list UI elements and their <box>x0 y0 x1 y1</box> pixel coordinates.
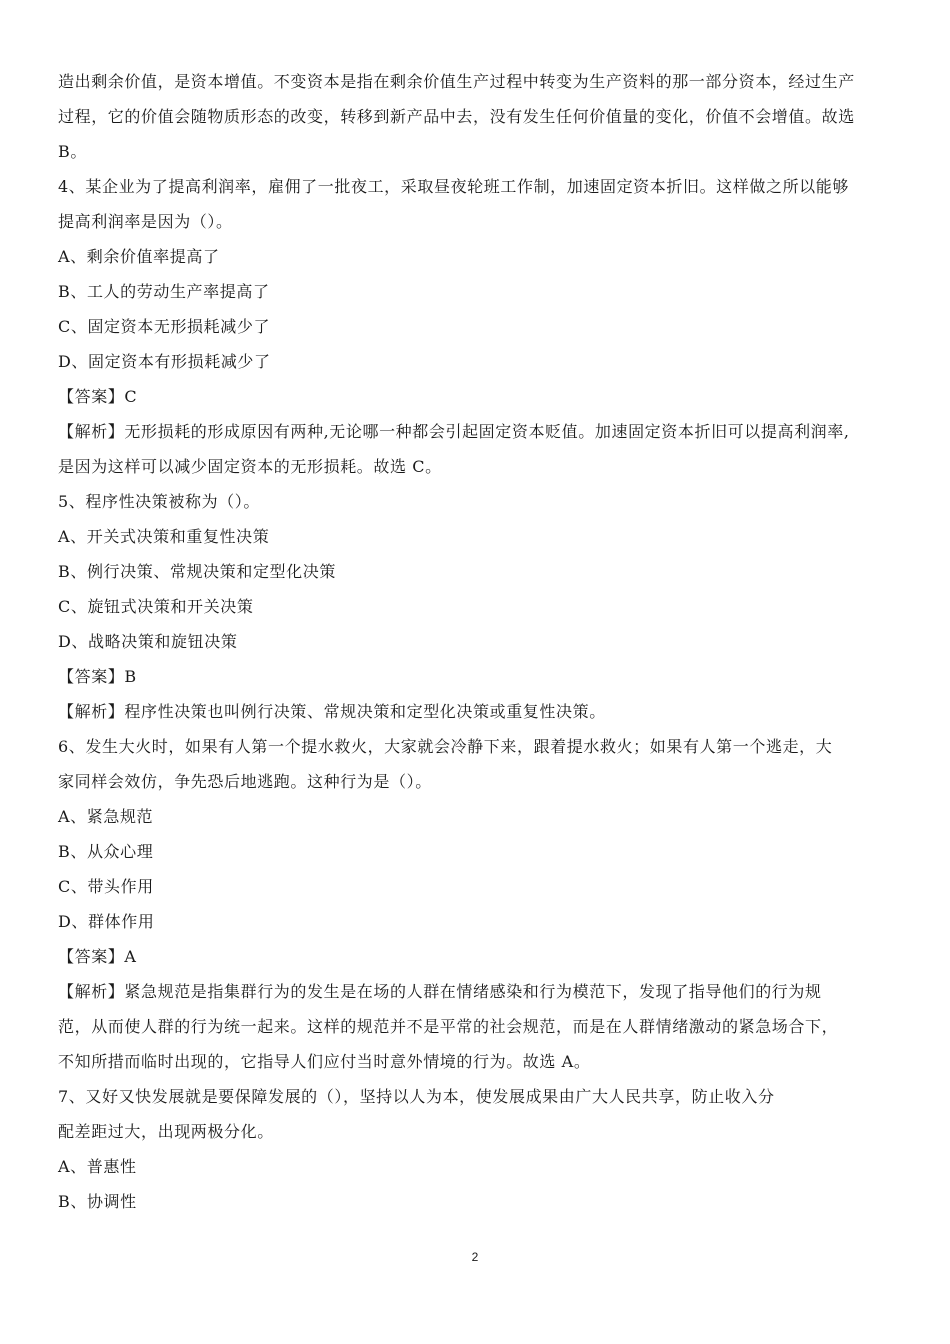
text-line: 过程，它的价值会随物质形态的改变，转移到新产品中去，没有发生任何价值量的变化，价值不会增值。故选 <box>58 107 855 126</box>
option-b: B、例行决策、常规决策和定型化决策 <box>58 562 336 581</box>
option-b: B、从众心理 <box>58 842 154 861</box>
question-4-stem: 4、某企业为了提高利润率，雇佣了一批夜工，采取昼夜轮班工作制，加速固定资本折旧。这样做之所以能够 <box>58 177 849 196</box>
text-line: 造出剩余价值，是资本增值。不变资本是指在剩余价值生产过程中转变为生产资料的那一部分资本，经过生产 <box>58 72 855 91</box>
analysis-text: 是因为这样可以减少固定资本的无形损耗。故选 C。 <box>58 457 442 476</box>
analysis-text: 【解析】无形损耗的形成原因有两种,无论哪一种都会引起固定资本贬值。加速固定资本折旧可以提高利润率, <box>58 422 850 441</box>
text-line: 配差距过大，出现两极分化。 <box>58 1122 274 1141</box>
analysis-text: 【解析】紧急规范是指集群行为的发生是在场的人群在情绪感染和行为模范下，发现了指导他们的行为规 <box>58 982 822 1001</box>
question-6-stem: 6、发生大火时，如果有人第一个提水救火，大家就会冷静下来，跟着提水救火；如果有人第一个逃走，大 <box>58 737 833 756</box>
text-line: 提高利润率是因为（）。 <box>58 212 233 231</box>
option-c: C、带头作用 <box>58 877 154 896</box>
option-c: C、固定资本无形损耗减少了 <box>58 317 271 336</box>
answer-label: 【答案】C <box>58 387 138 406</box>
answer-label: 【答案】A <box>58 947 137 966</box>
option-d: D、群体作用 <box>58 912 155 931</box>
option-a: A、剩余价值率提高了 <box>58 247 220 266</box>
analysis-text: 范，从而使人群的行为统一起来。这样的规范并不是平常的社会规范，而是在人群情绪激动的紧急场合下， <box>58 1017 839 1036</box>
option-c: C、旋钮式决策和开关决策 <box>58 597 254 616</box>
text-line: 家同样会效仿，争先恐后地逃跑。这种行为是（）。 <box>58 772 432 791</box>
analysis-text: 不知所措而临时出现的，它指导人们应付当时意外情境的行为。故选 A。 <box>58 1052 591 1071</box>
page-number: 2 <box>471 1250 479 1264</box>
option-a: A、普惠性 <box>58 1157 137 1176</box>
option-b: B、协调性 <box>58 1192 137 1211</box>
option-a: A、开关式决策和重复性决策 <box>58 527 270 546</box>
question-7-stem: 7、又好又快发展就是要保障发展的（），坚持以人为本，使发展成果由广大人民共享，防止收入分 <box>58 1087 775 1106</box>
option-d: D、固定资本有形损耗减少了 <box>58 352 271 371</box>
analysis-text: 【解析】程序性决策也叫例行决策、常规决策和定型化决策或重复性决策。 <box>58 702 606 721</box>
document-body <box>58 64 894 1219</box>
text-line: B。 <box>58 142 87 161</box>
answer-label: 【答案】B <box>58 667 137 686</box>
option-b: B、工人的劳动生产率提高了 <box>58 282 270 301</box>
question-5-stem: 5、程序性决策被称为（）。 <box>58 492 260 511</box>
option-d: D、战略决策和旋钮决策 <box>58 632 238 651</box>
option-a: A、紧急规范 <box>58 807 154 826</box>
